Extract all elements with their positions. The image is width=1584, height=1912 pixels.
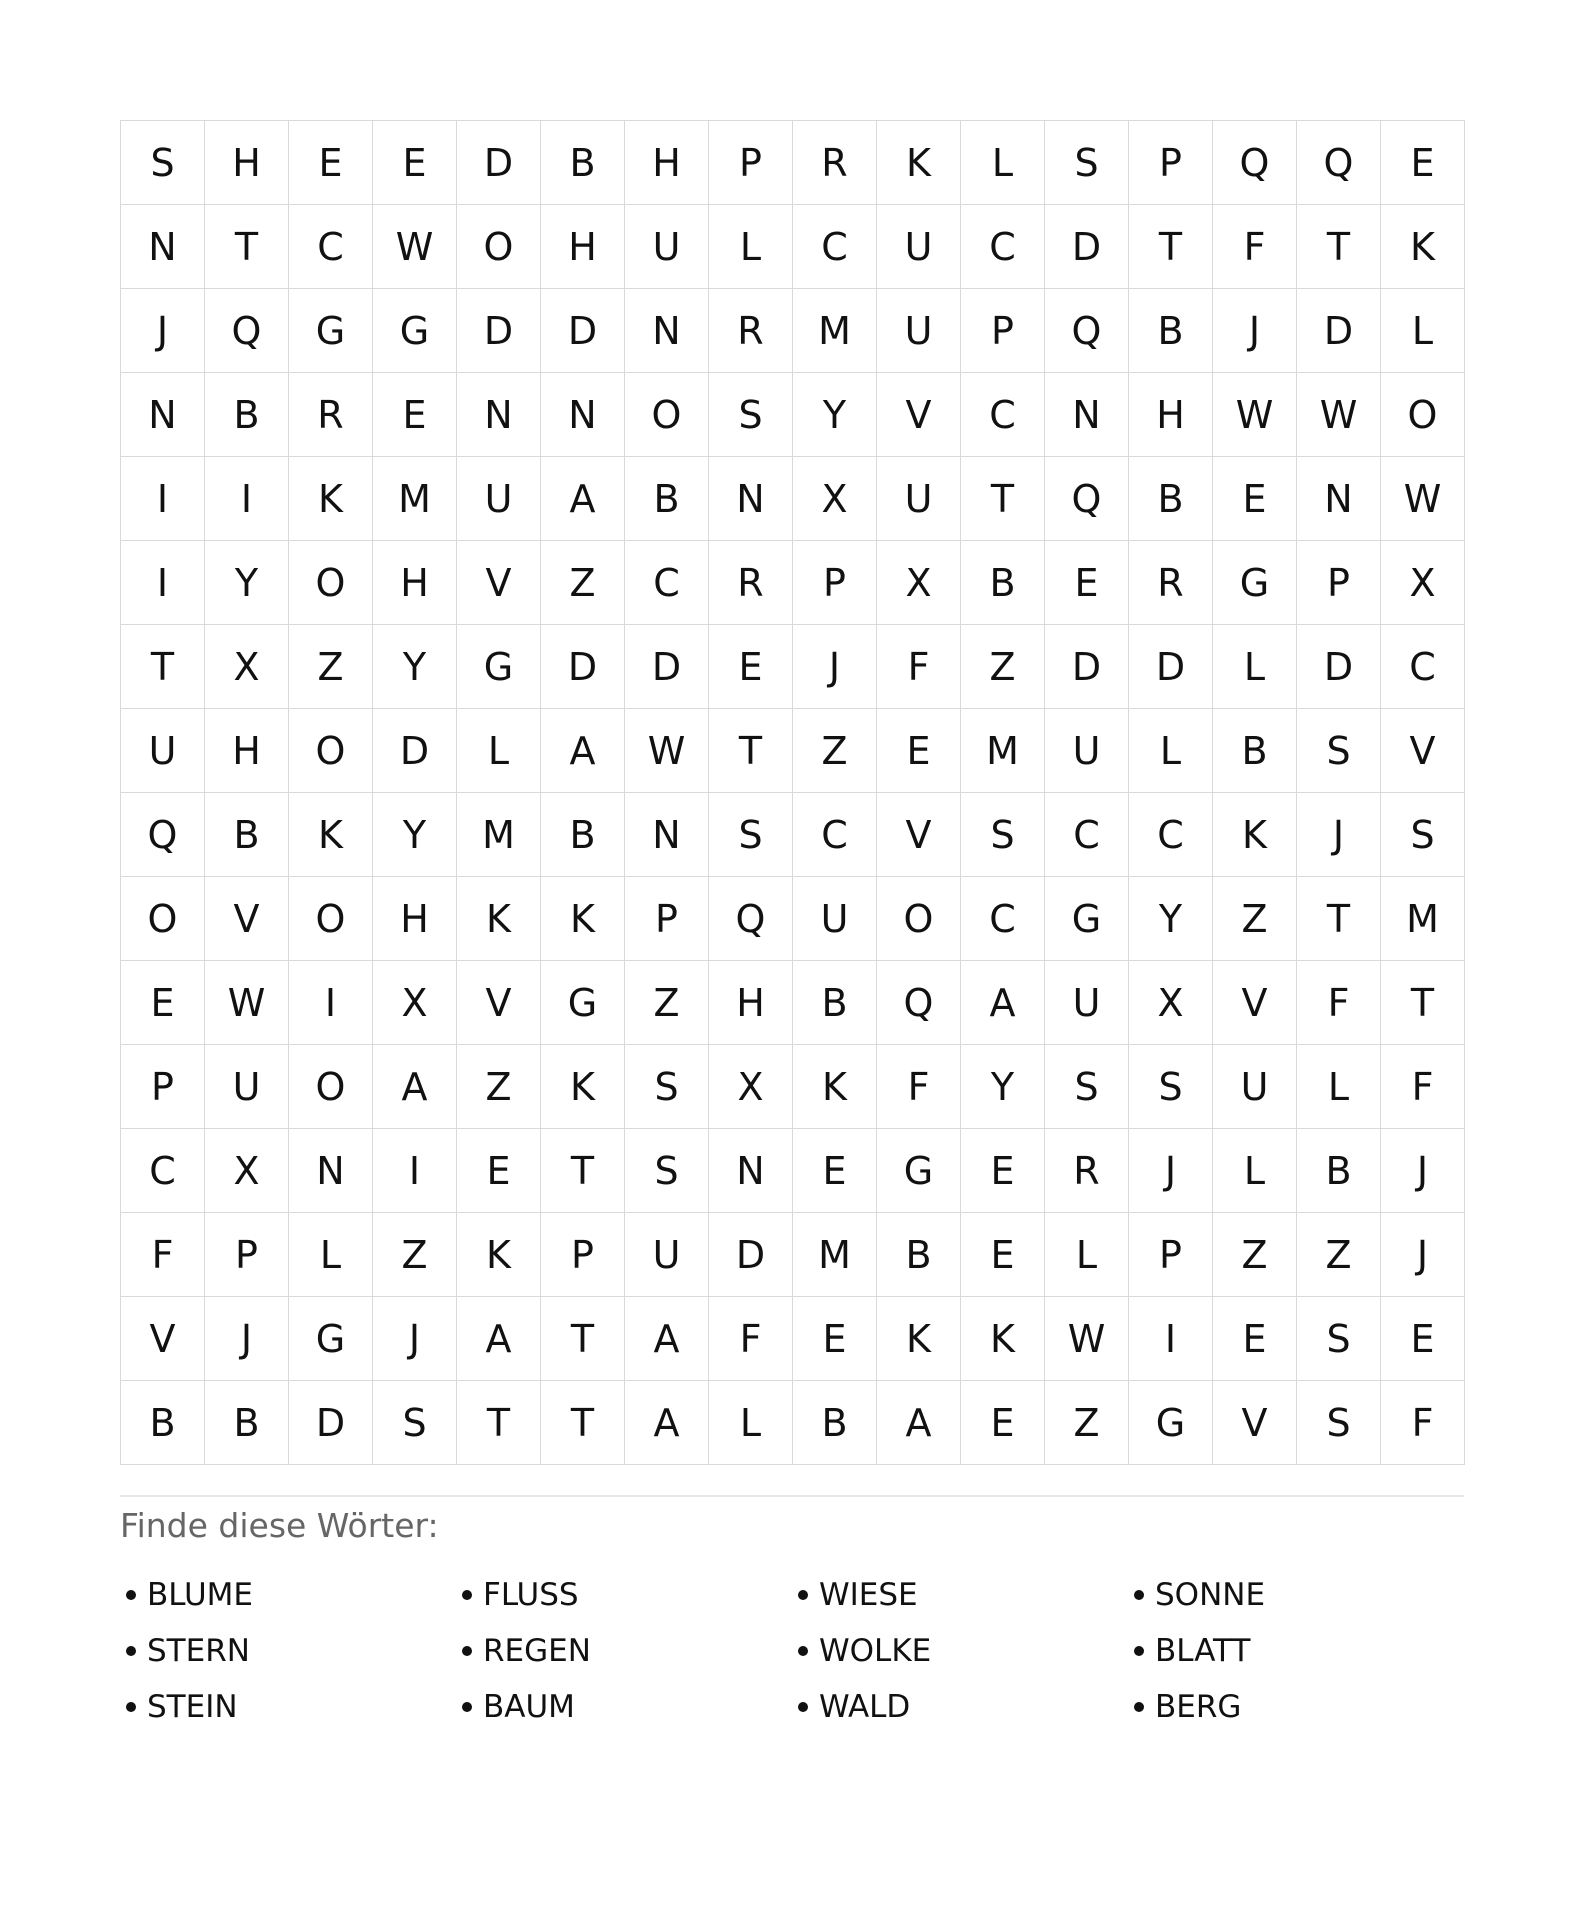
- grid-cell[interactable]: B: [1129, 289, 1213, 373]
- grid-cell[interactable]: D: [625, 625, 709, 709]
- word-list-item: [120, 1623, 456, 1679]
- grid-cell[interactable]: M: [457, 793, 541, 877]
- grid-cell[interactable]: H: [205, 709, 289, 793]
- grid-cell[interactable]: N: [709, 457, 793, 541]
- bullet-icon: [126, 1702, 136, 1712]
- grid-cell[interactable]: X: [205, 625, 289, 709]
- bullet-icon: [126, 1590, 136, 1600]
- grid-cell[interactable]: Q: [1213, 121, 1297, 205]
- grid-cell[interactable]: G: [877, 1129, 961, 1213]
- grid-cell[interactable]: E: [1213, 1297, 1297, 1381]
- grid-cell[interactable]: V: [205, 877, 289, 961]
- grid-cell[interactable]: E: [961, 1213, 1045, 1297]
- grid-cell[interactable]: K: [541, 1045, 625, 1129]
- bullet-icon: [126, 1646, 136, 1656]
- grid-cell[interactable]: C: [961, 877, 1045, 961]
- grid-cell[interactable]: J: [1381, 1129, 1465, 1213]
- grid-cell[interactable]: V: [877, 793, 961, 877]
- grid-cell[interactable]: A: [373, 1045, 457, 1129]
- grid-cell[interactable]: A: [541, 709, 625, 793]
- word-label: STEIN: [147, 1689, 238, 1725]
- grid-cell[interactable]: E: [1381, 1297, 1465, 1381]
- grid-cell[interactable]: S: [1129, 1045, 1213, 1129]
- grid-cell[interactable]: G: [289, 289, 373, 373]
- grid-cell[interactable]: X: [709, 1045, 793, 1129]
- grid-cell[interactable]: N: [121, 373, 205, 457]
- grid-cell[interactable]: Q: [1045, 289, 1129, 373]
- grid-cell[interactable]: Z: [1213, 1213, 1297, 1297]
- grid-cell[interactable]: U: [625, 1213, 709, 1297]
- grid-cell[interactable]: U: [1045, 961, 1129, 1045]
- word-list-item: [792, 1567, 1128, 1623]
- grid-cell[interactable]: L: [1129, 709, 1213, 793]
- grid-cell[interactable]: G: [541, 961, 625, 1045]
- grid-cell[interactable]: L: [289, 1213, 373, 1297]
- word-list-item: [1128, 1567, 1464, 1623]
- grid-cell[interactable]: D: [289, 1381, 373, 1465]
- grid-cell[interactable]: J: [205, 1297, 289, 1381]
- grid-cell[interactable]: L: [961, 121, 1045, 205]
- grid-cell[interactable]: L: [709, 205, 793, 289]
- grid-cell[interactable]: Z: [289, 625, 373, 709]
- grid-cell[interactable]: J: [1297, 793, 1381, 877]
- grid-cell[interactable]: I: [205, 457, 289, 541]
- letter-grid: [120, 120, 1465, 1465]
- grid-cell[interactable]: Z: [625, 961, 709, 1045]
- grid-cell[interactable]: K: [877, 1297, 961, 1381]
- grid-cell[interactable]: V: [877, 373, 961, 457]
- grid-cell[interactable]: P: [961, 289, 1045, 373]
- grid-cell[interactable]: Y: [205, 541, 289, 625]
- grid-cell[interactable]: E: [289, 121, 373, 205]
- grid-cell[interactable]: W: [205, 961, 289, 1045]
- grid-cell[interactable]: X: [1381, 541, 1465, 625]
- grid-cell[interactable]: U: [877, 457, 961, 541]
- grid-cell[interactable]: R: [709, 541, 793, 625]
- grid-cell[interactable]: P: [1297, 541, 1381, 625]
- grid-cell[interactable]: U: [1213, 1045, 1297, 1129]
- word-label: STERN: [147, 1633, 250, 1669]
- grid-cell[interactable]: J: [1381, 1213, 1465, 1297]
- grid-cell[interactable]: V: [1381, 709, 1465, 793]
- grid-cell[interactable]: K: [457, 1213, 541, 1297]
- grid-cell[interactable]: G: [1129, 1381, 1213, 1465]
- grid-cell[interactable]: S: [1045, 1045, 1129, 1129]
- grid-cell[interactable]: L: [1045, 1213, 1129, 1297]
- grid-cell[interactable]: A: [541, 457, 625, 541]
- grid-cell[interactable]: L: [1297, 1045, 1381, 1129]
- grid-cell[interactable]: J: [1129, 1129, 1213, 1213]
- grid-cell[interactable]: O: [289, 1045, 373, 1129]
- bullet-icon: [798, 1702, 808, 1712]
- grid-cell[interactable]: X: [205, 1129, 289, 1213]
- grid-cell[interactable]: F: [1381, 1381, 1465, 1465]
- bullet-icon: [1134, 1590, 1144, 1600]
- grid-cell[interactable]: N: [625, 793, 709, 877]
- grid-cell[interactable]: S: [121, 121, 205, 205]
- grid-cell[interactable]: D: [1297, 625, 1381, 709]
- grid-cell[interactable]: Z: [793, 709, 877, 793]
- grid-cell[interactable]: K: [961, 1297, 1045, 1381]
- grid-cell[interactable]: W: [1045, 1297, 1129, 1381]
- grid-cell[interactable]: N: [625, 289, 709, 373]
- grid-cell[interactable]: U: [877, 205, 961, 289]
- grid-cell[interactable]: O: [289, 709, 373, 793]
- grid-cell[interactable]: U: [121, 709, 205, 793]
- grid-cell[interactable]: S: [961, 793, 1045, 877]
- grid-cell[interactable]: D: [1129, 625, 1213, 709]
- grid-cell[interactable]: N: [1045, 373, 1129, 457]
- grid-cell[interactable]: F: [1213, 205, 1297, 289]
- grid-cell[interactable]: C: [121, 1129, 205, 1213]
- grid-cell[interactable]: S: [709, 793, 793, 877]
- word-list-item: [456, 1567, 792, 1623]
- grid-cell[interactable]: T: [541, 1129, 625, 1213]
- grid-cell[interactable]: B: [961, 541, 1045, 625]
- grid-cell[interactable]: W: [1381, 457, 1465, 541]
- word-list-item: [1128, 1679, 1464, 1735]
- grid-cell[interactable]: F: [1297, 961, 1381, 1045]
- grid-cell[interactable]: Q: [121, 793, 205, 877]
- grid-cell[interactable]: W: [1213, 373, 1297, 457]
- grid-cell[interactable]: O: [457, 205, 541, 289]
- grid-cell[interactable]: M: [373, 457, 457, 541]
- grid-cell[interactable]: J: [121, 289, 205, 373]
- grid-cell[interactable]: R: [289, 373, 373, 457]
- grid-cell[interactable]: Z: [1213, 877, 1297, 961]
- grid-cell[interactable]: H: [709, 961, 793, 1045]
- grid-cell[interactable]: D: [1297, 289, 1381, 373]
- grid-cell[interactable]: A: [625, 1381, 709, 1465]
- word-label: BERG: [1155, 1689, 1242, 1725]
- grid-cell[interactable]: P: [625, 877, 709, 961]
- grid-cell[interactable]: D: [709, 1213, 793, 1297]
- grid-cell[interactable]: E: [793, 1297, 877, 1381]
- grid-cell[interactable]: H: [205, 121, 289, 205]
- grid-cell[interactable]: O: [1381, 373, 1465, 457]
- grid-cell[interactable]: M: [793, 289, 877, 373]
- grid-cell[interactable]: H: [541, 205, 625, 289]
- grid-cell[interactable]: D: [1045, 625, 1129, 709]
- grid-cell[interactable]: Q: [709, 877, 793, 961]
- grid-cell[interactable]: Y: [373, 625, 457, 709]
- bullet-icon: [1134, 1646, 1144, 1656]
- grid-cell[interactable]: A: [877, 1381, 961, 1465]
- grid-cell[interactable]: Z: [1045, 1381, 1129, 1465]
- grid-cell[interactable]: K: [793, 1045, 877, 1129]
- grid-cell[interactable]: D: [1045, 205, 1129, 289]
- grid-cell[interactable]: V: [457, 541, 541, 625]
- grid-cell[interactable]: B: [877, 1213, 961, 1297]
- word-label: SONNE: [1155, 1577, 1266, 1613]
- grid-cell[interactable]: O: [121, 877, 205, 961]
- word-list-item: [792, 1623, 1128, 1679]
- grid-cell[interactable]: E: [961, 1129, 1045, 1213]
- word-label: WIESE: [819, 1577, 918, 1613]
- grid-cell[interactable]: V: [121, 1297, 205, 1381]
- grid-cell[interactable]: H: [373, 541, 457, 625]
- word-list-item: [792, 1679, 1128, 1735]
- grid-cell[interactable]: O: [289, 877, 373, 961]
- grid-cell[interactable]: R: [793, 121, 877, 205]
- grid-cell[interactable]: U: [793, 877, 877, 961]
- grid-cell[interactable]: Z: [373, 1213, 457, 1297]
- grid-cell[interactable]: U: [457, 457, 541, 541]
- grid-cell[interactable]: X: [877, 541, 961, 625]
- grid-cell[interactable]: L: [457, 709, 541, 793]
- grid-cell[interactable]: C: [1381, 625, 1465, 709]
- grid-cell[interactable]: B: [625, 457, 709, 541]
- grid-cell[interactable]: I: [289, 961, 373, 1045]
- grid-cell[interactable]: I: [121, 457, 205, 541]
- bullet-icon: [462, 1590, 472, 1600]
- bullet-icon: [462, 1702, 472, 1712]
- grid-cell[interactable]: L: [1381, 289, 1465, 373]
- grid-cell[interactable]: Y: [961, 1045, 1045, 1129]
- word-label: BLATT: [1155, 1633, 1251, 1669]
- grid-cell[interactable]: N: [709, 1129, 793, 1213]
- word-search-puzzle: [120, 120, 1464, 1735]
- grid-cell[interactable]: E: [793, 1129, 877, 1213]
- grid-cell[interactable]: I: [373, 1129, 457, 1213]
- grid-cell[interactable]: N: [541, 373, 625, 457]
- grid-cell[interactable]: S: [1297, 709, 1381, 793]
- grid-cell[interactable]: T: [709, 709, 793, 793]
- grid-cell[interactable]: K: [541, 877, 625, 961]
- grid-cell[interactable]: K: [1213, 793, 1297, 877]
- grid-cell[interactable]: P: [709, 121, 793, 205]
- grid-cell[interactable]: L: [709, 1381, 793, 1465]
- grid-cell[interactable]: E: [457, 1129, 541, 1213]
- grid-cell[interactable]: S: [709, 373, 793, 457]
- grid-cell[interactable]: T: [205, 205, 289, 289]
- bullet-icon: [462, 1646, 472, 1656]
- grid-cell[interactable]: U: [205, 1045, 289, 1129]
- grid-cell[interactable]: D: [541, 289, 625, 373]
- grid-cell[interactable]: X: [793, 457, 877, 541]
- grid-cell[interactable]: N: [457, 373, 541, 457]
- grid-cell[interactable]: F: [877, 1045, 961, 1129]
- grid-cell[interactable]: K: [1381, 205, 1465, 289]
- grid-cell[interactable]: B: [205, 373, 289, 457]
- grid-cell[interactable]: N: [1297, 457, 1381, 541]
- word-list-item: [120, 1567, 456, 1623]
- grid-cell[interactable]: K: [289, 457, 373, 541]
- grid-cell[interactable]: T: [457, 1381, 541, 1465]
- grid-cell[interactable]: Q: [1045, 457, 1129, 541]
- grid-cell[interactable]: I: [121, 541, 205, 625]
- grid-cell[interactable]: E: [1213, 457, 1297, 541]
- grid-cell[interactable]: K: [457, 877, 541, 961]
- grid-cell[interactable]: Q: [877, 961, 961, 1045]
- grid-cell[interactable]: D: [457, 121, 541, 205]
- grid-cell[interactable]: B: [1297, 1129, 1381, 1213]
- grid-cell[interactable]: R: [1129, 541, 1213, 625]
- grid-cell[interactable]: W: [373, 205, 457, 289]
- grid-cell[interactable]: P: [541, 1213, 625, 1297]
- word-list-item: [456, 1623, 792, 1679]
- grid-cell[interactable]: S: [1297, 1297, 1381, 1381]
- grid-cell[interactable]: B: [205, 1381, 289, 1465]
- grid-cell[interactable]: S: [1297, 1381, 1381, 1465]
- grid-cell[interactable]: P: [121, 1045, 205, 1129]
- grid-cell[interactable]: A: [961, 961, 1045, 1045]
- grid-cell[interactable]: V: [1213, 961, 1297, 1045]
- grid-cell[interactable]: D: [541, 625, 625, 709]
- grid-cell[interactable]: B: [541, 121, 625, 205]
- word-label: BLUME: [147, 1577, 254, 1613]
- grid-cell[interactable]: R: [1045, 1129, 1129, 1213]
- grid-cell[interactable]: G: [289, 1297, 373, 1381]
- grid-cell[interactable]: K: [877, 121, 961, 205]
- grid-cell[interactable]: H: [1129, 373, 1213, 457]
- grid-cell[interactable]: F: [121, 1213, 205, 1297]
- grid-cell[interactable]: C: [961, 205, 1045, 289]
- word-label: WALD: [819, 1689, 911, 1725]
- grid-cell[interactable]: Z: [541, 541, 625, 625]
- grid-cell[interactable]: I: [1129, 1297, 1213, 1381]
- grid-cell[interactable]: V: [457, 961, 541, 1045]
- grid-cell[interactable]: S: [625, 1045, 709, 1129]
- grid-cell[interactable]: O: [877, 877, 961, 961]
- grid-cell[interactable]: E: [1381, 121, 1465, 205]
- grid-cell[interactable]: J: [793, 625, 877, 709]
- word-list-item: [456, 1679, 792, 1735]
- grid-cell[interactable]: S: [1381, 793, 1465, 877]
- grid-cell[interactable]: G: [1045, 877, 1129, 961]
- grid-cell[interactable]: G: [1213, 541, 1297, 625]
- grid-cell[interactable]: T: [1297, 205, 1381, 289]
- grid-cell[interactable]: D: [373, 709, 457, 793]
- grid-cell[interactable]: P: [1129, 1213, 1213, 1297]
- grid-cell[interactable]: B: [793, 961, 877, 1045]
- grid-cell[interactable]: L: [1213, 1129, 1297, 1213]
- grid-cell[interactable]: T: [1381, 961, 1465, 1045]
- grid-cell[interactable]: Y: [793, 373, 877, 457]
- grid-cell[interactable]: Q: [205, 289, 289, 373]
- grid-cell[interactable]: F: [877, 625, 961, 709]
- grid-cell[interactable]: C: [961, 373, 1045, 457]
- grid-cell[interactable]: A: [457, 1297, 541, 1381]
- grid-cell[interactable]: K: [289, 793, 373, 877]
- grid-cell[interactable]: P: [1129, 121, 1213, 205]
- word-label: BAUM: [483, 1689, 575, 1725]
- grid-cell[interactable]: Z: [1297, 1213, 1381, 1297]
- bullet-icon: [1134, 1702, 1144, 1712]
- grid-cell[interactable]: S: [1045, 121, 1129, 205]
- grid-cell[interactable]: G: [373, 289, 457, 373]
- grid-cell[interactable]: T: [121, 625, 205, 709]
- grid-cell[interactable]: W: [625, 709, 709, 793]
- grid-cell[interactable]: B: [541, 793, 625, 877]
- grid-cell[interactable]: M: [793, 1213, 877, 1297]
- grid-cell[interactable]: O: [625, 373, 709, 457]
- grid-cell[interactable]: S: [625, 1129, 709, 1213]
- grid-cell[interactable]: J: [373, 1297, 457, 1381]
- word-list-item: [120, 1679, 456, 1735]
- grid-cell[interactable]: C: [625, 541, 709, 625]
- grid-cell[interactable]: V: [1213, 1381, 1297, 1465]
- word-list-title: Finde diese Wörter:: [120, 1506, 439, 1545]
- grid-cell[interactable]: Y: [373, 793, 457, 877]
- grid-cell[interactable]: C: [1129, 793, 1213, 877]
- grid-cell[interactable]: M: [961, 709, 1045, 793]
- grid-cell[interactable]: T: [1297, 877, 1381, 961]
- grid-cell[interactable]: Z: [961, 625, 1045, 709]
- grid-cell[interactable]: Z: [457, 1045, 541, 1129]
- grid-cell[interactable]: B: [1129, 457, 1213, 541]
- word-label: REGEN: [483, 1633, 591, 1669]
- grid-cell[interactable]: N: [289, 1129, 373, 1213]
- grid-cell[interactable]: B: [793, 1381, 877, 1465]
- grid-cell[interactable]: N: [121, 205, 205, 289]
- grid-cell[interactable]: U: [877, 289, 961, 373]
- grid-cell[interactable]: R: [709, 289, 793, 373]
- grid-cell[interactable]: X: [373, 961, 457, 1045]
- grid-cell[interactable]: F: [1381, 1045, 1465, 1129]
- word-list: [120, 1567, 1464, 1735]
- grid-cell[interactable]: G: [457, 625, 541, 709]
- grid-cell[interactable]: C: [1045, 793, 1129, 877]
- grid-cell[interactable]: O: [289, 541, 373, 625]
- grid-cell[interactable]: C: [793, 205, 877, 289]
- bullet-icon: [798, 1590, 808, 1600]
- grid-cell[interactable]: Y: [1129, 877, 1213, 961]
- grid-cell[interactable]: W: [1297, 373, 1381, 457]
- grid-cell[interactable]: J: [1213, 289, 1297, 373]
- divider: [120, 1495, 1464, 1497]
- grid-cell[interactable]: E: [709, 625, 793, 709]
- grid-cell[interactable]: T: [541, 1297, 625, 1381]
- grid-cell[interactable]: D: [457, 289, 541, 373]
- grid-cell[interactable]: C: [793, 793, 877, 877]
- bullet-icon: [798, 1646, 808, 1656]
- grid-cell[interactable]: S: [373, 1381, 457, 1465]
- grid-cell[interactable]: F: [709, 1297, 793, 1381]
- grid-cell[interactable]: T: [1129, 205, 1213, 289]
- word-list-item: [1128, 1623, 1464, 1679]
- grid-cell[interactable]: P: [793, 541, 877, 625]
- grid-cell[interactable]: M: [1381, 877, 1465, 961]
- grid-cell[interactable]: H: [625, 121, 709, 205]
- grid-cell[interactable]: B: [205, 793, 289, 877]
- grid-cell[interactable]: T: [541, 1381, 625, 1465]
- grid-cell[interactable]: X: [1129, 961, 1213, 1045]
- grid-cell[interactable]: Q: [1297, 121, 1381, 205]
- grid-cell[interactable]: E: [961, 1381, 1045, 1465]
- grid-cell[interactable]: P: [205, 1213, 289, 1297]
- grid-cell[interactable]: C: [289, 205, 373, 289]
- grid-cell[interactable]: A: [625, 1297, 709, 1381]
- grid-cell[interactable]: B: [121, 1381, 205, 1465]
- grid-cell[interactable]: U: [1045, 709, 1129, 793]
- grid-cell[interactable]: E: [373, 373, 457, 457]
- grid-cell[interactable]: E: [1045, 541, 1129, 625]
- grid-cell[interactable]: U: [625, 205, 709, 289]
- grid-cell[interactable]: E: [373, 121, 457, 205]
- grid-cell[interactable]: B: [1213, 709, 1297, 793]
- grid-cell[interactable]: E: [121, 961, 205, 1045]
- grid-cell[interactable]: H: [373, 877, 457, 961]
- word-label: FLUSS: [483, 1577, 579, 1613]
- grid-cell[interactable]: L: [1213, 625, 1297, 709]
- word-label: WOLKE: [819, 1633, 932, 1669]
- grid-cell[interactable]: E: [877, 709, 961, 793]
- grid-cell[interactable]: T: [961, 457, 1045, 541]
